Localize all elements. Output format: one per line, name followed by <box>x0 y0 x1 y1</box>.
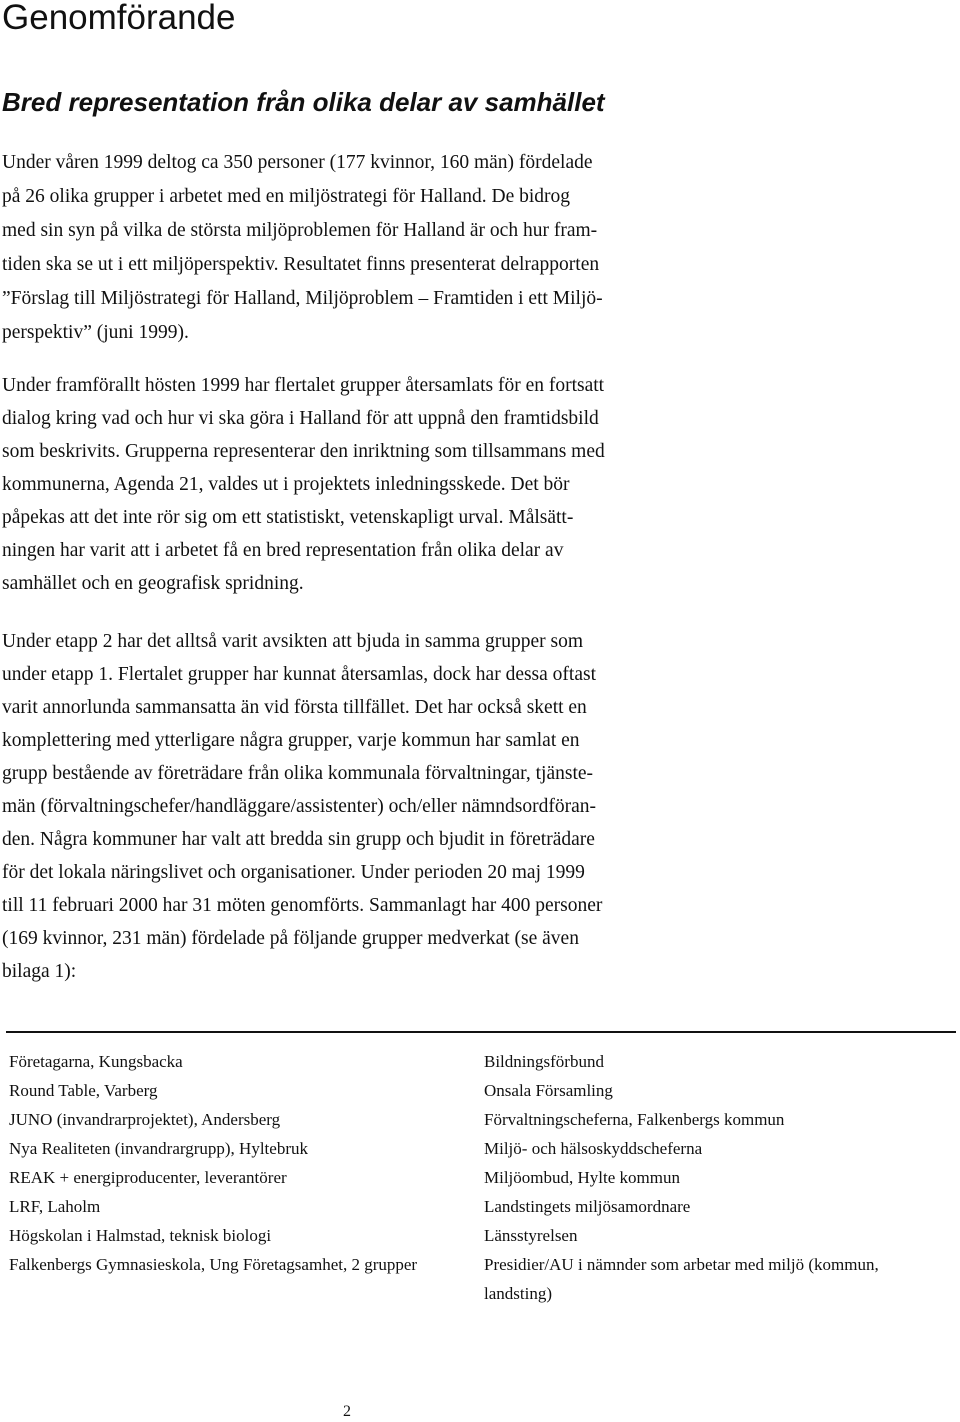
text-line: tiden ska se ut i ett miljöperspektiv. Resultatet finns presenterat delrapporten <box>2 254 600 275</box>
horizontal-divider <box>6 1031 956 1033</box>
list-item: Miljöombud, Hylte kommun <box>484 1168 680 1187</box>
group-list-right <box>484 1047 944 1308</box>
list-item: LRF, Laholm <box>9 1197 101 1216</box>
text-line: med sin syn på vilka de största miljöproblemen för Halland är och hur fram- <box>2 220 598 241</box>
list-item: Högskolan i Halmstad, teknisk biologi <box>9 1226 272 1245</box>
list-item: REAK + energiproducenter, leverantörer <box>9 1168 287 1187</box>
text-line: män (förvaltningschefer/handläggare/assistenter) och/eller nämndsordföran- <box>2 796 596 817</box>
list-item: Nya Realiteten (invandrargrupp), Hyltebruk <box>9 1139 308 1158</box>
text-line: ningen har varit att i arbetet få en bred representation från olika delar av <box>2 540 564 561</box>
text-line: dialog kring vad och hur vi ska göra i Halland för att uppnå den framtidsbild <box>2 408 599 429</box>
list-item: Miljö- och hälsoskyddscheferna <box>484 1139 703 1158</box>
text-line: Under etapp 2 har det alltså varit avsikten att bjuda in samma grupper som <box>2 631 584 652</box>
text-line: på 26 olika grupper i arbetet med en miljöstrategi för Halland. De bidrog <box>2 186 571 207</box>
paragraph-autumn-dialog <box>2 369 742 600</box>
text-line: (169 kvinnor, 231 män) fördelade på följande grupper medverkat (se även <box>2 928 579 949</box>
list-item: Företagarna, Kungsbacka <box>9 1052 183 1071</box>
text-line: för det lokala näringslivet och organisationer. Under perioden 20 maj 1999 <box>2 862 585 883</box>
text-line: under etapp 1. Flertalet grupper har kunnat återsamlas, dock har dessa oftast <box>2 664 596 685</box>
text-line: till 11 februari 2000 har 31 möten genomförts. Sammanlagt har 400 personer <box>2 895 603 916</box>
list-item: Onsala Församling <box>484 1081 613 1100</box>
page-number: 2 <box>343 1403 351 1420</box>
text-line: som beskrivits. Grupperna representerar den inriktning som tillsammans med <box>2 441 605 462</box>
text-line: Under framförallt hösten 1999 har flertalet grupper återsamlats för en fortsatt <box>2 375 605 396</box>
list-item: Förvaltningscheferna, Falkenbergs kommun <box>484 1110 785 1129</box>
text-line: Under våren 1999 deltog ca 350 personer (177 kvinnor, 160 män) fördelade <box>2 152 593 173</box>
section-heading: Bred representation från olika delar av samhället <box>2 87 605 117</box>
list-item: JUNO (invandrarprojektet), Andersberg <box>9 1110 281 1129</box>
list-item: Falkenbergs Gymnasieskola, Ung Företagsamhet, 2 grupper <box>9 1255 418 1274</box>
text-line: samhället och en geografisk spridning. <box>2 573 304 594</box>
text-line: grupp bestående av företrädare från olika kommunala förvaltningar, tjänste- <box>2 763 594 784</box>
paragraph-participation-spring <box>2 146 742 350</box>
text-line: den. Några kommuner har valt att bredda sin grupp och bjudit in företrädare <box>2 829 595 850</box>
text-line: komplettering med ytterligare några grupper, varje kommun har samlat en <box>2 730 580 751</box>
list-item: Round Table, Varberg <box>9 1081 158 1100</box>
text-line: bilaga 1): <box>2 961 77 982</box>
text-line: perspektiv” (juni 1999). <box>2 322 189 343</box>
group-list-left <box>9 1047 479 1279</box>
list-item: Länsstyrelsen <box>484 1226 578 1245</box>
list-item: Bildningsförbund <box>484 1052 604 1071</box>
list-item: landsting) <box>484 1284 552 1303</box>
paragraph-stage-two <box>2 625 742 988</box>
text-line: påpekas att det inte rör sig om ett statistiskt, vetenskapligt urval. Målsätt- <box>2 507 574 528</box>
text-line: kommunerna, Agenda 21, valdes ut i projektets inledningsskede. Det bör <box>2 474 570 495</box>
list-item: Landstingets miljösamordnare <box>484 1197 691 1216</box>
text-line: ”Förslag till Miljöstrategi för Halland, Miljöproblem – Framtiden i ett Miljö- <box>2 288 603 309</box>
list-item: Presidier/AU i nämnder som arbetar med miljö (kommun, <box>484 1255 879 1274</box>
text-line: varit annorlunda sammansatta än vid första tillfället. Det har också skett en <box>2 697 587 718</box>
page-title: Genomförande <box>2 0 236 37</box>
